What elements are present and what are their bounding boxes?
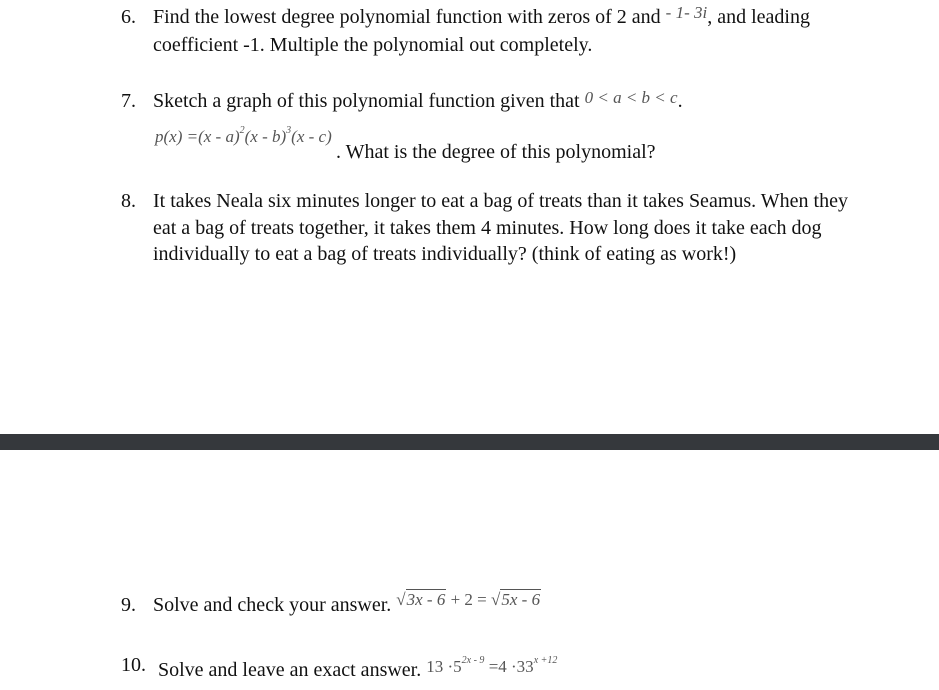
equation-middle: + 2 = <box>450 590 487 609</box>
question-number: 9. <box>121 594 136 616</box>
radical: √5x - 6 <box>491 590 541 609</box>
poly-factor-c: (x - c) <box>291 127 332 146</box>
poly-lhs: p(x) = <box>155 127 199 146</box>
radicand: 5x - 6 <box>501 590 541 609</box>
equation-lhs: 13 ·5 <box>426 657 462 676</box>
polynomial-expression <box>155 127 336 146</box>
question-text-line: coefficient -1. Multiple the polynomial out completely. <box>153 33 593 56</box>
radicand: 3x - 6 <box>406 590 446 609</box>
complex-zero-expression: - 1- 3i <box>665 3 708 22</box>
question-6 <box>121 4 921 60</box>
question-10 <box>121 652 921 682</box>
question-text-line: Solve and check your answer. <box>153 594 392 616</box>
question-text <box>153 592 541 620</box>
exponent: 2x - 9 <box>461 655 485 666</box>
radical-equation <box>396 590 541 609</box>
question-text <box>153 188 848 268</box>
question-7 <box>121 88 921 168</box>
question-text-line: Solve and leave an exact answer. <box>158 659 422 681</box>
exponential-equation <box>426 657 557 676</box>
poly-factor-a: (x - a) <box>198 127 240 146</box>
question-text-line: Sketch a graph of this polynomial function given that <box>153 90 580 112</box>
question-text <box>153 88 683 116</box>
question-number: 8. <box>121 190 136 212</box>
question-text-line: individually to eat a bag of treats individually? (think of eating as work!) <box>153 243 737 265</box>
question-text <box>158 652 557 685</box>
poly-exponent: 2 <box>239 125 245 136</box>
question-text-line: , and leading <box>707 6 810 28</box>
poly-factor-b: (x - b) <box>244 127 287 146</box>
question-9 <box>121 592 921 622</box>
question-number: 7. <box>121 90 136 112</box>
radical: √3x - 6 <box>396 590 446 609</box>
question-text-line: It takes Neala six minutes longer to eat a bag of treats than it takes Seamus. When they <box>153 190 848 212</box>
question-text-line: Find the lowest degree polynomial function with zeros of 2 and <box>153 6 661 28</box>
question-8 <box>121 188 921 268</box>
question-text-line: eat a bag of treats together, it takes them 4 minutes. How long does it take each dog <box>153 216 822 239</box>
question-text <box>153 4 810 58</box>
page-divider <box>0 434 939 450</box>
condition-period: . <box>677 90 683 112</box>
question-text-line: . What is the degree of this polynomial? <box>335 141 656 163</box>
inequality-condition: 0 < a < b < c <box>584 88 678 107</box>
question-number: 10. <box>121 654 146 676</box>
poly-exponent: 3 <box>286 125 292 136</box>
question-number: 6. <box>121 6 136 28</box>
exponent: x +12 <box>533 655 558 666</box>
polynomial-line <box>155 122 656 163</box>
equation-rhs: =4 ·33 <box>488 657 534 676</box>
